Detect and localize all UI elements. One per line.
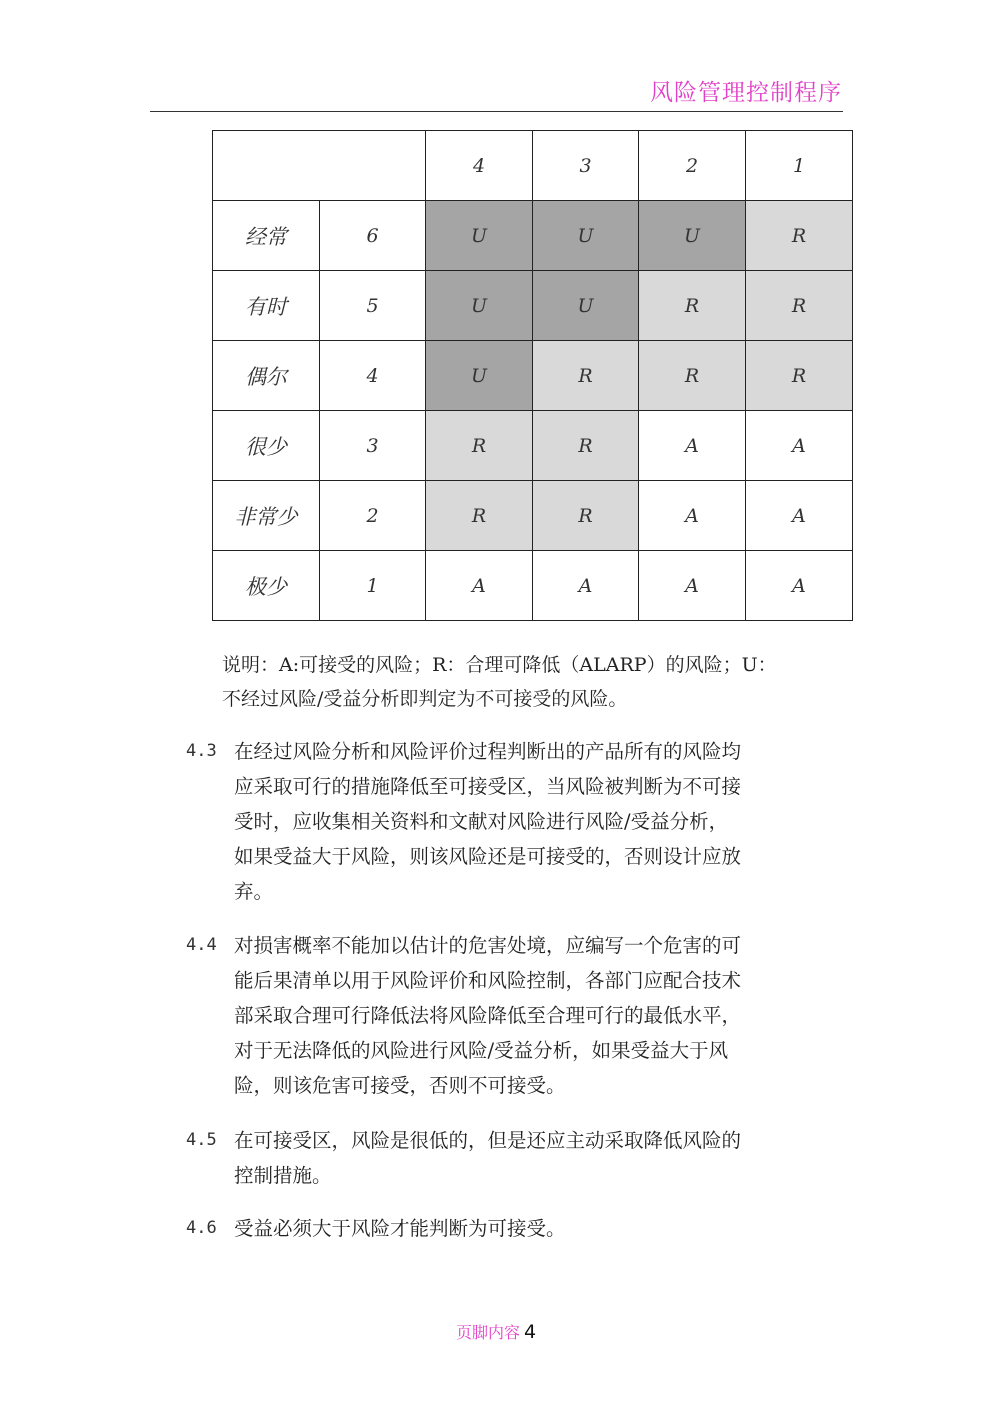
risk-cell: A: [426, 551, 533, 621]
risk-cell: U: [426, 341, 533, 411]
matrix-row: [213, 271, 853, 341]
legend-line: 说明：A:可接受的风险；R：合理可降低（ALARP）的风险；U：: [222, 654, 777, 676]
clause-line: 控制措施。: [234, 1164, 332, 1187]
clause-line: 应采取可行的措施降低至可接受区，当风险被判断为不可接: [234, 775, 742, 798]
risk-cell: A: [746, 481, 853, 551]
header-divider: [150, 111, 843, 112]
probability-label: 非常少: [213, 481, 320, 551]
probability-label: 经常: [213, 201, 320, 271]
clause-line: 险，则该危害可接受，否则不可接受。: [234, 1074, 566, 1097]
severity-header: 2: [639, 131, 746, 201]
matrix-row: [213, 341, 853, 411]
severity-header: 3: [533, 131, 639, 201]
probability-label: 极少: [213, 551, 320, 621]
probability-level: 4: [320, 341, 426, 411]
probability-level: 2: [320, 481, 426, 551]
legend-line: 不经过风险/受益分析即判定为不可接受的风险。: [222, 688, 628, 710]
risk-cell: R: [533, 481, 639, 551]
clause: [186, 734, 846, 909]
probability-level: 5: [320, 271, 426, 341]
risk-cell: U: [639, 201, 746, 271]
clause-line: 受益必须大于风险才能判断为可接受。: [234, 1217, 566, 1240]
probability-level: 3: [320, 411, 426, 481]
probability-label: 偶尔: [213, 341, 320, 411]
clause-line: 对于无法降低的风险进行风险/受益分析，如果受益大于风: [234, 1039, 729, 1062]
risk-cell: A: [639, 551, 746, 621]
risk-matrix-table: [212, 130, 853, 621]
clause-line: 部采取合理可行降低法将风险降低至合理可行的最低水平，: [234, 1004, 742, 1027]
risk-cell: A: [746, 411, 853, 481]
clause-text: [234, 1123, 844, 1193]
clause: [186, 928, 846, 1103]
risk-cell: A: [533, 551, 639, 621]
probability-level: 6: [320, 201, 426, 271]
risk-cell: A: [746, 551, 853, 621]
clause-line: 在经过风险分析和风险评价过程判断出的产品所有的风险均: [234, 740, 742, 763]
footer-text: 页脚内容: [455, 1323, 520, 1342]
matrix-row: [213, 481, 853, 551]
clause-number: 4.4: [186, 935, 217, 955]
matrix-header-row: [213, 131, 853, 201]
clause-line: 受时，应收集相关资料和文献对风险进行风险/受益分析，: [234, 810, 729, 833]
risk-cell: R: [533, 341, 639, 411]
matrix-legend: [222, 648, 862, 716]
clause-number: 4.3: [186, 741, 217, 761]
page-footer: [0, 1320, 992, 1343]
risk-cell: R: [639, 271, 746, 341]
risk-cell: A: [639, 481, 746, 551]
risk-cell: R: [426, 481, 533, 551]
clause-line: 能后果清单以用于风险评价和风险控制，各部门应配合技术: [234, 969, 742, 992]
matrix-row: [213, 201, 853, 271]
clause-number: 4.6: [186, 1218, 217, 1238]
severity-header: 4: [426, 131, 533, 201]
clause: [186, 1123, 846, 1193]
risk-cell: R: [746, 271, 853, 341]
risk-cell: R: [426, 411, 533, 481]
risk-cell: U: [426, 271, 533, 341]
document-header-title: 风险管理控制程序: [650, 80, 842, 106]
risk-cell: A: [639, 411, 746, 481]
severity-header: 1: [746, 131, 853, 201]
risk-cell: U: [533, 201, 639, 271]
risk-cell: U: [426, 201, 533, 271]
risk-cell: R: [746, 201, 853, 271]
risk-cell: R: [746, 341, 853, 411]
page-number: 4: [523, 1321, 537, 1343]
matrix-corner-cell: [213, 131, 426, 201]
clause: [186, 1211, 846, 1246]
clause-text: [234, 928, 844, 1103]
probability-label: 很少: [213, 411, 320, 481]
clause-number: 4.5: [186, 1130, 217, 1150]
risk-cell: U: [533, 271, 639, 341]
clause-line: 弃。: [234, 880, 274, 903]
clause-line: 如果受益大于风险，则该风险还是可接受的，否则设计应放: [234, 845, 742, 868]
matrix-row: [213, 411, 853, 481]
clause-line: 在可接受区，风险是很低的，但是还应主动采取降低风险的: [234, 1129, 742, 1152]
probability-level: 1: [320, 551, 426, 621]
probability-label: 有时: [213, 271, 320, 341]
clause-text: [234, 734, 844, 909]
risk-cell: R: [533, 411, 639, 481]
clause-text: [234, 1211, 844, 1246]
risk-cell: R: [639, 341, 746, 411]
clause-line: 对损害概率不能加以估计的危害处境，应编写一个危害的可: [234, 934, 742, 957]
matrix-row: [213, 551, 853, 621]
